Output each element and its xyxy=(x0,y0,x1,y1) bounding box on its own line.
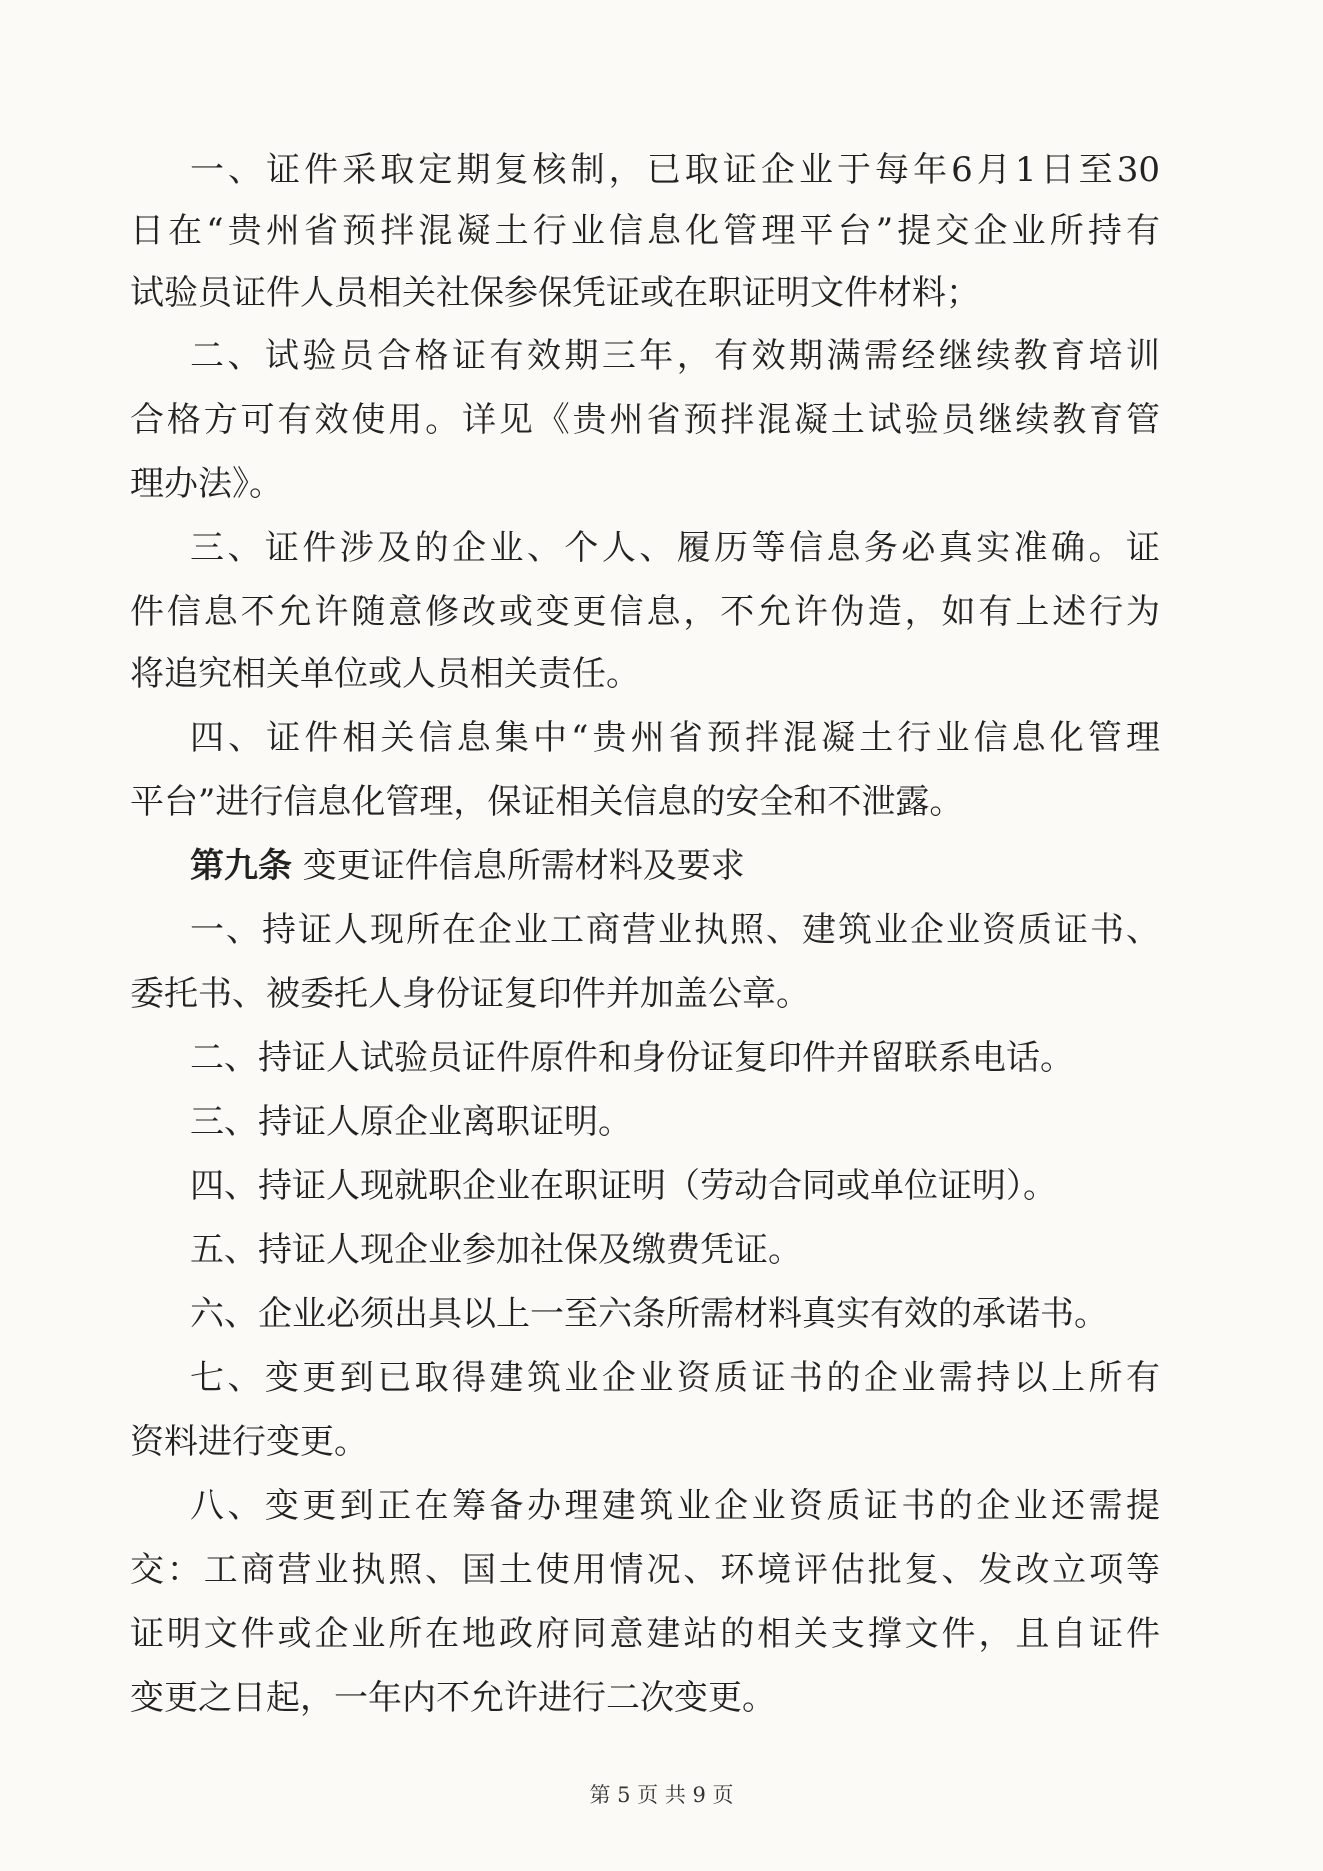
paragraph-line: 平台”进行信息化管理，保证相关信息的安全和不泄露。 xyxy=(130,782,964,822)
paragraph-line: 二、持证人试验员证件原件和身份证复印件并留联系电话。 xyxy=(190,1038,1074,1078)
paragraph-line: 八、变更到正在筹备办理建筑业企业资质证书的企业还需提 xyxy=(190,1486,1160,1526)
article-title: 变更证件信息所需材料及要求 xyxy=(292,846,745,886)
paragraph-line: 交：工商营业执照、国土使用情况、环境评估批复、发改立项等 xyxy=(130,1550,1160,1590)
paragraph-line: 六、企业必须出具以上一至六条所需材料真实有效的承诺书。 xyxy=(190,1294,1108,1334)
paragraph-line: 七、变更到已取得建筑业企业资质证书的企业需持以上所有 xyxy=(190,1358,1160,1398)
paragraph-line: 三、证件涉及的企业、个人、履历等信息务必真实准确。证 xyxy=(190,528,1160,568)
paragraph-line: 四、持证人现就职企业在职证明（劳动合同或单位证明）。 xyxy=(190,1166,1057,1206)
paragraph-line: 四、证件相关信息集中“贵州省预拌混凝土行业信息化管理 xyxy=(190,718,1160,758)
article-heading xyxy=(190,846,745,886)
paragraph-line: 日在“贵州省预拌混凝土行业信息化管理平台”提交企业所持有 xyxy=(130,211,1160,251)
paragraph-line: 三、持证人原企业离职证明。 xyxy=(190,1102,632,1142)
paragraph-line: 理办法》。 xyxy=(130,464,283,504)
paragraph-line: 件信息不允许随意修改或变更信息，不允许伪造，如有上述行为 xyxy=(130,592,1160,632)
paragraph-line: 试验员证件人员相关社保参保凭证或在职证明文件材料； xyxy=(130,273,980,313)
page-footer: 第 5 页 共 9 页 xyxy=(589,1783,734,1807)
paragraph-line: 二、试验员合格证有效期三年，有效期满需经继续教育培训 xyxy=(190,336,1160,376)
paragraph-line: 五、持证人现企业参加社保及缴费凭证。 xyxy=(190,1230,802,1270)
paragraph-line: 将追究相关单位或人员相关责任。 xyxy=(130,654,640,694)
paragraph-line: 证明文件或企业所在地政府同意建站的相关支撑文件，且自证件 xyxy=(130,1614,1160,1654)
paragraph-line: 资料进行变更。 xyxy=(130,1422,368,1462)
paragraph-line: 委托书、被委托人身份证复印件并加盖公章。 xyxy=(130,974,810,1014)
paragraph-line: 一、持证人现所在企业工商营业执照、建筑业企业资质证书、 xyxy=(190,910,1160,950)
paragraph-line: 变更之日起，一年内不允许进行二次变更。 xyxy=(130,1678,776,1718)
article-number: 第九条 xyxy=(190,846,292,886)
paragraph-line: 一、证件采取定期复核制，已取证企业于每年6月1日至30 xyxy=(190,150,1160,190)
paragraph-line: 合格方可有效使用。详见《贵州省预拌混凝土试验员继续教育管 xyxy=(130,400,1160,440)
